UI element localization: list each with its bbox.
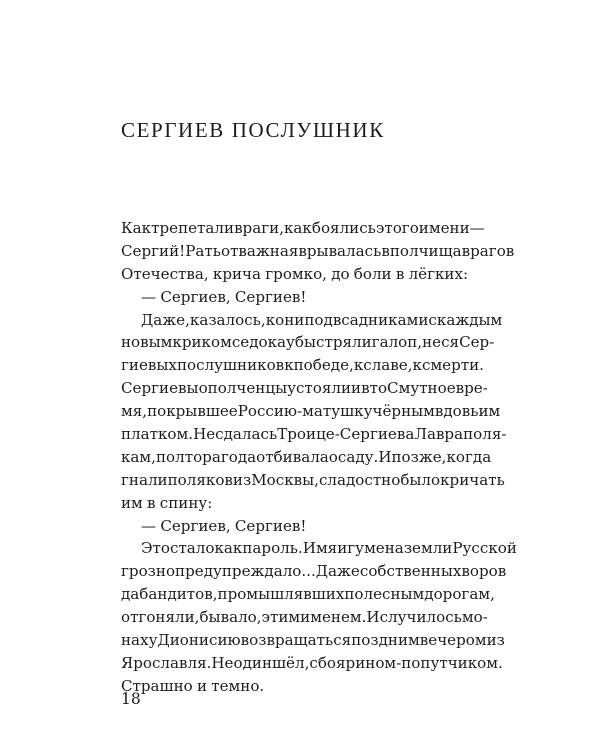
chapter-title: СЕРГИЕВ ПОСЛУШНИК [121, 118, 385, 142]
text-line: Отечества, крича громко, до боли в лёгких: [121, 264, 469, 283]
text-line: им в спину: [121, 493, 213, 512]
text-line: гиевых послушников к победе, к славе, к смерти. [121, 356, 484, 375]
body-text [121, 217, 517, 698]
text-line: наху Дионисию возвращаться поздним вечером из [121, 631, 505, 650]
text-line: гнали поляков из Москвы, сладостно было кричать [121, 470, 505, 489]
text-line: платком. Не сдалась Троице-Сергиева Лавра поля- [121, 425, 507, 444]
text-line: Сергиевы ополченцы устояли и в то Смутное вре- [121, 379, 488, 398]
text-line: грозно предупреждало... Даже собственных воров [121, 562, 507, 581]
text-line: новым криком седока убыстряли галоп, неся Сер- [121, 333, 495, 352]
page-number: 18 [121, 690, 141, 708]
text-line: кам, полтора года отбивала осаду. И позже, когда [121, 447, 492, 466]
text-line: — Сергиев, Сергиев! [141, 516, 307, 535]
text-line: Как трепетали враги, как боялись этого имени — [121, 219, 485, 237]
text-line: Ярославля. Не один шёл, с боярином-попутчиком. [121, 653, 503, 672]
text-line: Сергий! Рать отважная врывалась в полчища врагов [121, 241, 515, 260]
text-line: — Сергиев, Сергиев! [141, 287, 307, 306]
text-line: Это стало как пароль. Имя игумена земли Русской [141, 539, 517, 558]
text-line: Страшно и темно. [121, 676, 265, 695]
text-line: отгоняли, бывало, этим именем. И случилось мо- [121, 608, 488, 627]
text-line: да бандитов, промышлявших по лесным дорогам, [121, 585, 495, 604]
text-line: мя, покрывшее Россию-матушку чёрным вдовьим [121, 402, 501, 421]
text-line: Даже, казалось, кони под всадниками с каждым [141, 310, 503, 329]
